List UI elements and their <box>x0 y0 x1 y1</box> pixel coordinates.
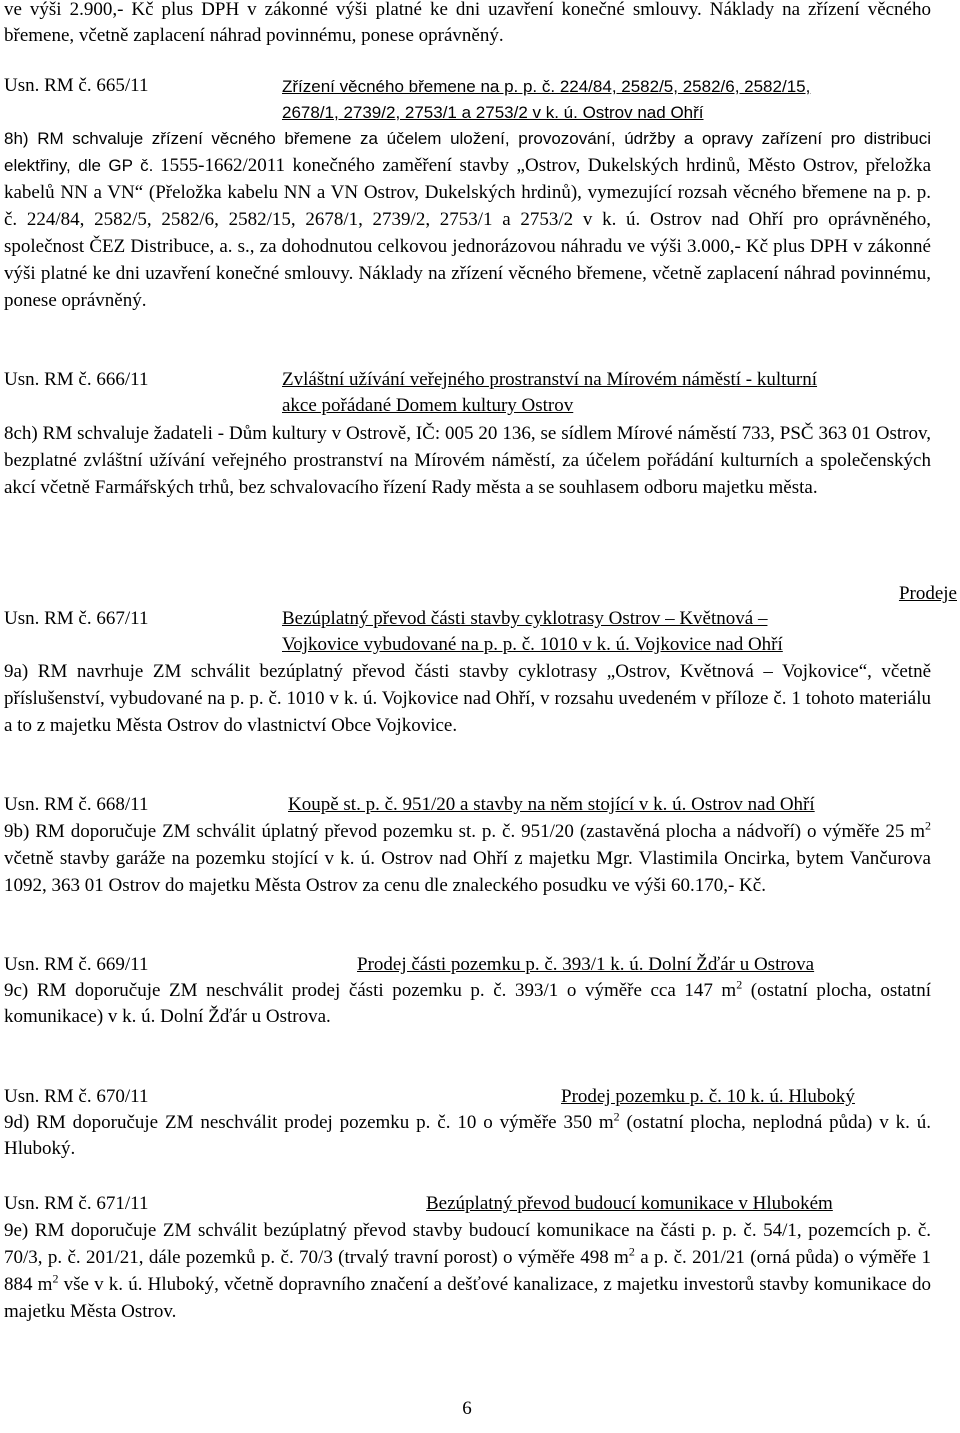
superscript-squared: 2 <box>613 1109 620 1124</box>
resolution-665-body-part1: 8h) RM schvaluje zřízení věcného břemene za účelem uložení, provozování, údržby a opravy zařízení pro distribuci elektřiny, dle GP č. <box>4 129 931 175</box>
resolution-665-number: Usn. RM č. 665/11 <box>4 75 149 96</box>
resolution-671-body-part1: 9e) RM doporučuje ZM schválit bezúplatný převod stavby budoucí komunikace na části p. p. č. 54/1, pozemcích p. č. 70/3, p. č. 201/21, dále pozemků p. č. 70/3 (trvalý travní porost) o výměře 498 m <box>4 1220 931 1268</box>
page-number: 6 <box>462 1398 472 1419</box>
resolution-670-body <box>4 1110 931 1162</box>
resolution-665-title-line2: 2678/1, 2739/2, 2753/1 a 2753/2 v k. ú. Ostrov nad Ohří <box>282 103 704 122</box>
superscript-squared: 2 <box>628 1244 635 1259</box>
resolution-669-body <box>4 978 931 1030</box>
resolution-667-title-line2: Vojkovice vybudované na p. p. č. 1010 v k. ú. Vojkovice nad Ohří <box>282 634 783 655</box>
resolution-671-title: Bezúplatný převod budoucí komunikace v Hlubokém <box>426 1193 833 1214</box>
resolution-670-title: Prodej pozemku p. č. 10 k. ú. Hluboký <box>561 1086 855 1107</box>
superscript-squared: 2 <box>52 1271 59 1286</box>
resolution-671-number: Usn. RM č. 671/11 <box>4 1193 149 1214</box>
resolution-666-body: 8ch) RM schvaluje žadateli - Dům kultury v Ostrově, IČ: 005 20 136, se sídlem Mírové náměstí 733, PSČ 363 01 Ostrov, bezplatné zvláštní užívání veřejného prostranství na Mírovém náměstí, za účelem pořádání kulturních a společenských akcí včetně Farmářských trhů, bez schvalovacího řízení Rady města a se souhlasem odboru majetku města. <box>4 423 931 498</box>
resolution-668-body-part2: včetně stavby garáže na pozemku stojící v k. ú. Ostrov nad Ohří z majetku Mgr. Vlastimila Oncirka, bytem Vančurova 1092, 363 01 Ostrov do majetku Města Ostrov za cenu dle znaleckého posudku ve výši 60.170,- Kč. <box>4 848 931 896</box>
resolution-666-number: Usn. RM č. 666/11 <box>4 369 149 390</box>
resolution-665-body-part2: 1555-1662/2011 konečného zaměření stavby „Ostrov, Dukelských hrdinů, Město Ostrov, přeložka kabelů NN a VN“ (Přeložka kabelu NN a VN Ostrov, Dukelských hrdinů), vymezující rozsah věcného břemene na p. p. č. 224/84, 2582/5, 2582/6, 2582/15, 2678/1, 2739/2, 2753/1 a 2753/2 v k. ú. Ostrov nad Ohří pro oprávněného, společnost ČEZ Distribuce, a. s., za dohodnutou celkovou jednorázovou náhradu ve výši 3.000,- Kč plus DPH v zákonné výši platné ke dni uzavření konečné smlouvy. Náklady na zřízení věcného břemene, včetně zaplacení náhrad povinnému, ponese oprávněný. <box>4 155 931 311</box>
resolution-670-number: Usn. RM č. 670/11 <box>4 1086 149 1107</box>
resolution-666-title-line2: akce pořádané Domem kultury Ostrov <box>282 395 574 416</box>
resolution-671-body-part2: a p. č. 201/21 (orná půda) o výměře 1 884 m <box>4 1247 931 1295</box>
resolution-670-body-part1: 9d) RM doporučuje ZM neschválit prodej pozemku p. č. 10 o výměře 350 m <box>4 1112 614 1133</box>
resolution-667-body: 9a) RM navrhuje ZM schválit bezúplatný převod části stavby cyklotrasy „Ostrov, Květnová – Vojkovice“, včetně příslušenství, vybudované na p. p. č. 1010 v k. ú. Vojkovice nad Ohří, v rozsahu uvedeném v příloze č. 1 tohoto materiálu a to z majetku Města Ostrov do vlastnictví Obce Vojkovice. <box>4 661 931 736</box>
resolution-668-body-part1: 9b) RM doporučuje ZM schválit úplatný převod pozemku st. p. č. 951/20 (zastavěná plocha a nádvoří) o výměře 25 m <box>4 821 925 842</box>
resolution-668-number: Usn. RM č. 668/11 <box>4 794 149 815</box>
resolution-668-body <box>4 818 931 899</box>
resolution-665-body <box>4 126 931 315</box>
resolution-671-body-part3: vše v k. ú. Hluboký, včetně dopravního značení a dešťové kanalizace, z majetku investorů stavby komunikace do majetku Města Ostrov. <box>4 1274 932 1322</box>
resolution-665-title-line1: Zřízení věcného břemene na p. p. č. 224/84, 2582/5, 2582/6, 2582/15, <box>282 77 811 96</box>
resolution-667-title-line1: Bezúplatný převod části stavby cyklotrasy Ostrov – Květnová – <box>282 608 768 629</box>
section-heading-prodeje: Prodeje <box>898 583 957 604</box>
resolution-669-number: Usn. RM č. 669/11 <box>4 954 149 975</box>
superscript-squared: 2 <box>736 977 743 992</box>
resolution-671-body <box>4 1217 931 1325</box>
resolution-666-title-line1: Zvláštní užívání veřejného prostranství na Mírovém náměstí - kulturní <box>282 369 818 390</box>
resolution-668-title: Koupě st. p. č. 951/20 a stavby na něm stojící v k. ú. Ostrov nad Ohří <box>288 794 815 815</box>
superscript-squared: 2 <box>925 818 931 833</box>
resolution-669-title: Prodej části pozemku p. č. 393/1 k. ú. Dolní Žďár u Ostrova <box>357 954 815 975</box>
resolution-669-body-part1: 9c) RM doporučuje ZM neschválit prodej části pozemku p. č. 393/1 o výměře cca 147 m <box>4 980 737 1001</box>
resolution-669-body-part2: (ostatní plocha, ostatní komunikace) v k. ú. Dolní Žďár u Ostrova. <box>4 980 931 1027</box>
intro-paragraph: ve výši 2.900,- Kč plus DPH v zákonné výši platné ke dni uzavření konečné smlouvy. Náklady na zřízení věcného břemene, včetně zaplacení náhrad povinnému, ponese oprávněný. <box>4 0 931 46</box>
resolution-670-body-part2: (ostatní plocha, neplodná půda) v k. ú. Hluboký. <box>4 1112 932 1159</box>
resolution-667-number: Usn. RM č. 667/11 <box>4 608 149 629</box>
